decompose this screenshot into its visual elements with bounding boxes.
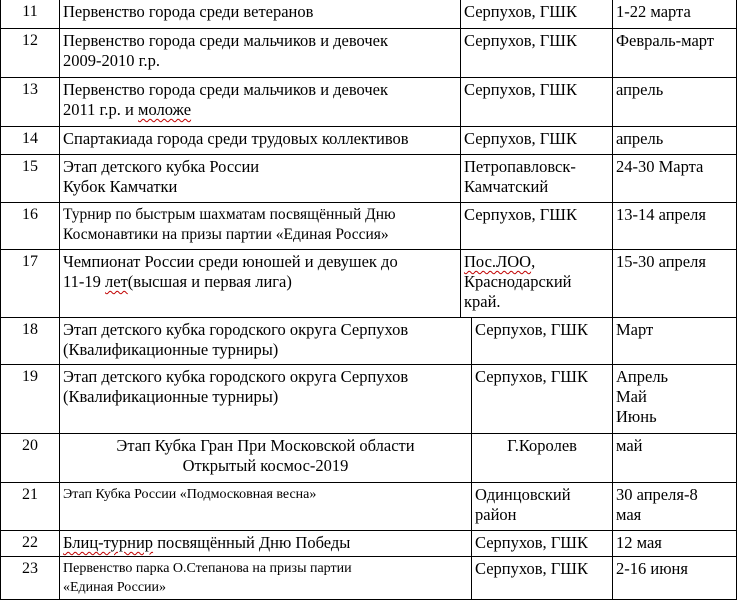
event-place: Г.Королев — [507, 436, 577, 455]
event-date: 12 мая — [616, 533, 662, 552]
event-date: апрель — [616, 80, 664, 99]
date-cell — [612, 0, 737, 29]
row-number: 13 — [0, 77, 60, 127]
date-cell — [612, 482, 737, 531]
event-place: Серпухов, ГШК — [464, 205, 577, 224]
event-name: Этап Кубка России «Подмосковная весна» — [63, 487, 317, 502]
event-name: Первенство парка О.Степанова на призы партии «Единая России» — [63, 561, 352, 595]
date-cell — [612, 77, 737, 127]
event-date: май — [616, 436, 643, 455]
event-place: Серпухов, ГШК — [464, 80, 577, 99]
event-date: Апрель Май Июнь — [616, 367, 669, 426]
row-number: 14 — [0, 126, 60, 155]
event-date: Февраль-март — [616, 31, 715, 50]
event-name-cell — [59, 530, 472, 557]
event-date: 24-30 Марта — [616, 157, 704, 176]
event-name-part: Чемпионат России среди юношей и девушек до 11-19 — [63, 252, 398, 291]
row-number: 18 — [0, 317, 60, 365]
spellcheck-underlined-word: Пос.ЛОО — [464, 252, 532, 271]
place-cell — [471, 556, 613, 600]
table-row — [0, 317, 737, 365]
row-number: 23 — [0, 556, 60, 600]
event-name: Этап детского кубка городского округа Серпухов (Квалификационные турниры) — [63, 320, 409, 359]
event-place: Серпухов, ГШК — [464, 2, 577, 21]
table-row — [0, 556, 737, 600]
date-cell — [612, 364, 737, 434]
event-name: Первенство города среди мальчиков и девочек 2009-2010 г.р. — [63, 31, 389, 70]
event-name: Этап детского кубка России Кубок Камчатки — [63, 157, 260, 196]
event-name-part: (высшая и первая лига) — [127, 272, 292, 291]
event-name-cell — [59, 202, 461, 250]
spellcheck-underlined-word: Блиц-турнир — [63, 533, 154, 552]
row-number: 22 — [0, 530, 60, 557]
event-date: 15-30 апреля — [616, 252, 706, 271]
event-name: Спартакиада города среди трудовых коллективов — [63, 129, 409, 148]
event-place — [464, 252, 610, 312]
event-date: Март — [616, 320, 654, 339]
event-place: Серпухов, ГШК — [475, 320, 588, 339]
table-row — [0, 202, 737, 250]
event-name-cell — [59, 433, 472, 483]
event-name — [63, 252, 458, 292]
row-number: 21 — [0, 482, 60, 531]
place-cell — [460, 154, 613, 203]
event-name: Первенство города среди ветеранов — [63, 2, 314, 21]
table-row — [0, 530, 737, 557]
event-name-cell — [59, 556, 472, 600]
date-cell — [612, 433, 737, 483]
event-name-cell — [59, 364, 472, 434]
date-cell — [612, 317, 737, 365]
event-name-cell — [59, 317, 472, 365]
place-cell — [471, 364, 613, 434]
table-row — [0, 77, 737, 127]
row-number: 17 — [0, 249, 60, 318]
row-number: 16 — [0, 202, 60, 250]
event-name-cell — [59, 28, 461, 78]
place-cell — [460, 126, 613, 155]
place-cell — [471, 482, 613, 531]
event-date: 1-22 марта — [616, 2, 691, 21]
event-name-cell — [59, 77, 461, 127]
event-place: Серпухов, ГШК — [464, 31, 577, 50]
row-number: 15 — [0, 154, 60, 203]
event-date: 30 апреля-8 мая — [616, 485, 698, 524]
date-cell — [612, 249, 737, 318]
date-cell — [612, 530, 737, 557]
row-number: 12 — [0, 28, 60, 78]
event-place: Петропавловск- Камчатский — [464, 157, 576, 196]
event-name-part: посвящённый Дню Победы — [153, 533, 351, 552]
event-name — [63, 533, 469, 553]
table-row — [0, 433, 737, 483]
event-place-part: , Краснодарский край. — [464, 252, 572, 311]
place-cell — [460, 77, 613, 127]
place-cell — [471, 530, 613, 557]
spellcheck-underlined-word: моложе — [138, 100, 192, 119]
place-cell — [460, 202, 613, 250]
event-place: Серпухов, ГШК — [464, 129, 577, 148]
spellcheck-underlined-word: лет — [105, 272, 128, 291]
event-name-part: Первенство города среди мальчиков и девочек 2011 г.р. и — [63, 80, 389, 119]
date-cell — [612, 202, 737, 250]
event-name-cell — [59, 482, 472, 531]
place-cell — [471, 433, 613, 483]
event-date: 2-16 июня — [616, 559, 688, 578]
event-name — [63, 80, 458, 120]
event-place: Одинцовский район — [475, 485, 571, 524]
event-place: Серпухов, ГШК — [475, 367, 588, 386]
date-cell — [612, 28, 737, 78]
row-number: 19 — [0, 364, 60, 434]
event-name-cell — [59, 154, 461, 203]
event-name: Турнир по быстрым шахматам посвящённый Дню Космонавтики на призы партии «Единая Россия» — [63, 206, 396, 243]
place-cell — [460, 249, 613, 318]
event-date: апрель — [616, 129, 664, 148]
date-cell — [612, 126, 737, 155]
event-name-cell — [59, 249, 461, 318]
row-number: 20 — [0, 433, 60, 483]
date-cell — [612, 154, 737, 203]
event-name-cell — [59, 0, 461, 29]
event-place: Серпухов, ГШК — [475, 533, 588, 552]
place-cell — [471, 317, 613, 365]
table-row — [0, 126, 737, 155]
place-cell — [460, 0, 613, 29]
event-name: Этап детского кубка городского округа Серпухов (Квалификационные турниры) — [63, 367, 409, 406]
row-number: 11 — [0, 0, 60, 29]
table-row — [0, 482, 737, 531]
event-place: Серпухов, ГШК — [475, 559, 588, 578]
date-cell — [612, 556, 737, 600]
table-row — [0, 249, 737, 318]
table-row — [0, 0, 737, 29]
table-row — [0, 154, 737, 203]
table-row — [0, 364, 737, 434]
place-cell — [460, 28, 613, 78]
event-name-cell — [59, 126, 461, 155]
table-row — [0, 28, 737, 78]
event-name: Этап Кубка Гран При Московской области Открытый космос-2019 — [116, 436, 415, 475]
event-date: 13-14 апреля — [616, 205, 706, 224]
